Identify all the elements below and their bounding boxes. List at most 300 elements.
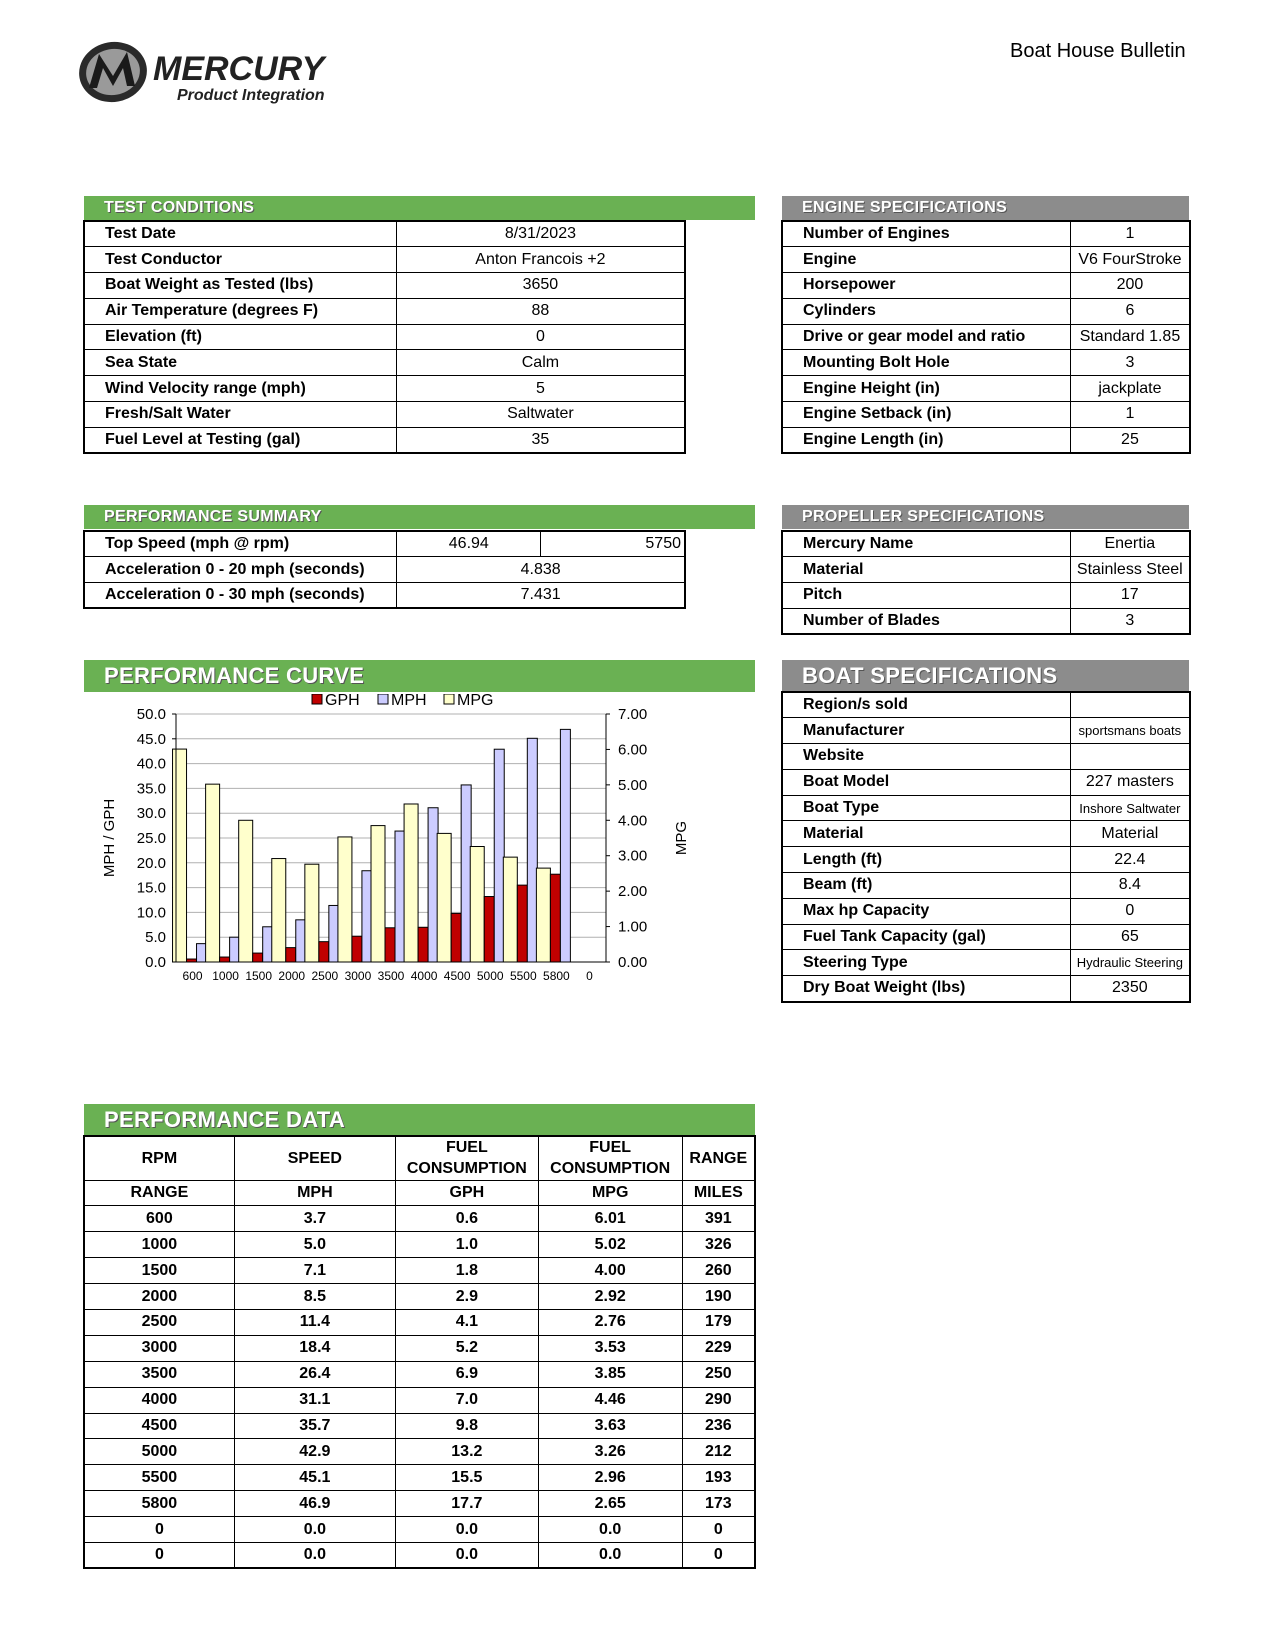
table-cell: 1.0 xyxy=(395,1232,538,1258)
mercury-logo-mark xyxy=(75,38,365,110)
spec-label: Material xyxy=(782,821,1070,847)
legend-swatch-gph xyxy=(312,694,322,704)
spec-value: 1 xyxy=(1070,221,1190,247)
table-cell: 3.26 xyxy=(538,1439,682,1465)
spec-label: Website xyxy=(782,744,1070,770)
table-cell: 4500 xyxy=(84,1413,234,1439)
y-tick-label: 0.0 xyxy=(145,954,166,971)
x-tick-label: 2500 xyxy=(311,969,339,983)
table-row xyxy=(84,1361,755,1387)
table-row xyxy=(84,1387,755,1413)
bar-gph xyxy=(352,936,362,962)
table-cell: 179 xyxy=(682,1309,755,1335)
column-header: RANGE xyxy=(682,1136,755,1180)
spec-value: Anton Francois +2 xyxy=(396,247,685,273)
bar-gph xyxy=(517,885,527,962)
spec-row xyxy=(84,221,685,247)
legend-swatch-mph xyxy=(378,694,388,704)
spec-row xyxy=(84,273,685,299)
spec-row xyxy=(84,427,685,453)
spec-label: Dry Boat Weight (lbs) xyxy=(782,976,1070,1002)
spec-label: Wind Velocity range (mph) xyxy=(84,376,396,402)
column-unit: GPH xyxy=(395,1180,538,1206)
bar-mph xyxy=(560,729,570,962)
column-header: FUEL CONSUMPTION xyxy=(395,1136,538,1180)
spec-value: 0 xyxy=(396,324,685,350)
table-cell: 1500 xyxy=(84,1258,234,1284)
table-cell: 2.65 xyxy=(538,1491,682,1517)
y2-tick-label: 4.00 xyxy=(618,812,648,830)
table-row xyxy=(84,1517,755,1543)
spec-label: Sea State xyxy=(84,350,396,376)
y-tick-label: 35.0 xyxy=(136,780,166,798)
spec-row xyxy=(84,376,685,402)
table-cell: 5800 xyxy=(84,1491,234,1517)
spec-label: Fuel Level at Testing (gal) xyxy=(84,427,396,453)
spec-value xyxy=(1070,692,1190,718)
x-tick-label: 2000 xyxy=(278,969,306,983)
x-tick-label: 5000 xyxy=(476,969,504,983)
bar-mpg xyxy=(536,868,550,962)
spec-value: 25 xyxy=(1070,427,1190,453)
column-header: RPM xyxy=(84,1136,234,1180)
spec-value: 65 xyxy=(1070,924,1190,950)
spec-value: 3 xyxy=(1070,350,1190,376)
performance-chart xyxy=(84,694,704,1039)
spec-label: Manufacturer xyxy=(782,718,1070,744)
bar-mph xyxy=(197,944,207,962)
bar-mph xyxy=(494,749,504,962)
spec-value: 35 xyxy=(396,427,685,453)
bar-mpg xyxy=(470,847,484,962)
y-tick-label: 45.0 xyxy=(136,730,166,748)
spec-label: Number of Engines xyxy=(782,221,1070,247)
table-row xyxy=(84,1258,755,1284)
spec-row xyxy=(782,795,1190,821)
table-cell: 0 xyxy=(84,1542,234,1568)
spec-row xyxy=(782,847,1190,873)
acc20-value: 4.838 xyxy=(397,557,685,583)
spec-row xyxy=(84,298,685,324)
y-tick-label: 25.0 xyxy=(136,830,166,847)
table-cell: 4.1 xyxy=(395,1309,538,1335)
table-unit-row xyxy=(84,1180,755,1206)
table-cell: 0.0 xyxy=(234,1517,395,1543)
acc30-value: 7.431 xyxy=(397,583,685,609)
spec-label: Engine Height (in) xyxy=(782,376,1070,402)
table-cell: 229 xyxy=(682,1335,755,1361)
spec-value: 3650 xyxy=(396,273,685,299)
bar-mph xyxy=(263,927,273,962)
spec-value: 8/31/2023 xyxy=(396,221,685,247)
spec-value: 5 xyxy=(396,376,685,402)
spec-row xyxy=(782,950,1190,976)
spec-row xyxy=(782,247,1190,273)
x-tick-label: 600 xyxy=(182,969,203,983)
spec-value: 6 xyxy=(1070,298,1190,324)
test-conditions-table xyxy=(83,220,686,454)
legend-label: MPG xyxy=(457,694,494,709)
spec-value: Inshore Saltwater xyxy=(1070,795,1190,821)
column-header: FUEL CONSUMPTION xyxy=(538,1136,682,1180)
spec-label: Number of Blades xyxy=(782,608,1070,634)
table-cell: 3000 xyxy=(84,1335,234,1361)
summary-row-top-speed xyxy=(84,531,685,557)
test-conditions-header: TEST CONDITIONS xyxy=(84,196,755,220)
spec-value: Enertia xyxy=(1070,531,1190,557)
spec-row xyxy=(782,608,1190,634)
top-speed-rpm: 5750 xyxy=(541,531,685,557)
table-cell: 0.0 xyxy=(538,1517,682,1543)
spec-row xyxy=(84,402,685,428)
spec-label: Elevation (ft) xyxy=(84,324,396,350)
table-row xyxy=(84,1465,755,1491)
spec-row xyxy=(84,247,685,273)
spec-label: Test Date xyxy=(84,221,396,247)
spec-row xyxy=(782,557,1190,583)
engine-specs-table xyxy=(781,220,1191,454)
table-cell: 212 xyxy=(682,1439,755,1465)
spec-label: Pitch xyxy=(782,583,1070,609)
spec-label: Fuel Tank Capacity (gal) xyxy=(782,924,1070,950)
table-cell: 0.0 xyxy=(234,1542,395,1568)
bar-mpg xyxy=(338,837,352,962)
table-row xyxy=(84,1335,755,1361)
table-cell: 2.9 xyxy=(395,1284,538,1310)
boat-specs-header: BOAT SPECIFICATIONS xyxy=(782,660,1189,692)
table-row xyxy=(84,1232,755,1258)
y2-tick-label: 7.00 xyxy=(618,706,648,723)
propeller-specs-table xyxy=(781,530,1191,635)
x-tick-label: 1500 xyxy=(245,969,273,983)
bulletin-title: Boat House Bulletin xyxy=(1010,40,1186,62)
y-axis-title: MPH / GPH xyxy=(101,798,118,878)
y-tick-label: 10.0 xyxy=(136,904,166,922)
table-cell: 2.76 xyxy=(538,1309,682,1335)
y2-tick-label: 1.00 xyxy=(618,918,648,936)
spec-value xyxy=(1070,744,1190,770)
table-cell: 6.9 xyxy=(395,1361,538,1387)
table-cell: 7.1 xyxy=(234,1258,395,1284)
spec-label: Engine Setback (in) xyxy=(782,402,1070,428)
table-cell: 0 xyxy=(84,1517,234,1543)
column-header: SPEED xyxy=(234,1136,395,1180)
x-tick-label: 5500 xyxy=(509,969,537,983)
mercury-logo xyxy=(75,38,365,110)
table-row xyxy=(84,1491,755,1517)
table-cell: 2500 xyxy=(84,1309,234,1335)
table-cell: 17.7 xyxy=(395,1491,538,1517)
table-cell: 15.5 xyxy=(395,1465,538,1491)
bar-gph xyxy=(286,948,296,962)
spec-value: 3 xyxy=(1070,608,1190,634)
spec-label: Steering Type xyxy=(782,950,1070,976)
table-cell: 0.0 xyxy=(395,1517,538,1543)
spec-value: Stainless Steel xyxy=(1070,557,1190,583)
spec-label: Mounting Bolt Hole xyxy=(782,350,1070,376)
spec-label: Engine xyxy=(782,247,1070,273)
x-tick-label: 3500 xyxy=(377,969,405,983)
table-cell: 5000 xyxy=(84,1439,234,1465)
top-speed-mph: 46.94 xyxy=(397,531,541,557)
column-unit: MPG xyxy=(538,1180,682,1206)
table-cell: 2.92 xyxy=(538,1284,682,1310)
y2-tick-label: 2.00 xyxy=(618,883,648,901)
brand-name: MERCURY xyxy=(153,50,325,88)
column-unit: RANGE xyxy=(84,1180,234,1206)
y-tick-label: 15.0 xyxy=(136,879,166,897)
bar-mpg xyxy=(305,864,319,962)
bar-mpg xyxy=(272,859,286,962)
spec-row xyxy=(782,873,1190,899)
table-cell: 1000 xyxy=(84,1232,234,1258)
table-row xyxy=(84,1284,755,1310)
spec-row xyxy=(782,427,1190,453)
table-cell: 260 xyxy=(682,1258,755,1284)
spec-row xyxy=(782,221,1190,247)
bar-mph xyxy=(362,871,372,962)
spec-label: Beam (ft) xyxy=(782,873,1070,899)
spec-row xyxy=(782,692,1190,718)
y2-axis-title: MPG xyxy=(673,820,690,856)
table-cell: 3500 xyxy=(84,1361,234,1387)
performance-summary-table xyxy=(83,530,686,609)
table-cell: 5500 xyxy=(84,1465,234,1491)
table-cell: 2000 xyxy=(84,1284,234,1310)
spec-row xyxy=(782,402,1190,428)
brand-subtitle: Product Integration xyxy=(177,87,325,104)
performance-summary-header: PERFORMANCE SUMMARY xyxy=(84,505,755,529)
bar-mpg xyxy=(173,749,187,962)
spec-row xyxy=(782,531,1190,557)
spec-label: Test Conductor xyxy=(84,247,396,273)
bar-gph xyxy=(484,897,494,962)
spec-label: Length (ft) xyxy=(782,847,1070,873)
spec-row xyxy=(782,376,1190,402)
table-cell: 18.4 xyxy=(234,1335,395,1361)
spec-label: Fresh/Salt Water xyxy=(84,402,396,428)
boat-specs-table xyxy=(781,691,1191,1003)
column-unit: MPH xyxy=(234,1180,395,1206)
table-cell: 8.5 xyxy=(234,1284,395,1310)
summary-label: Acceleration 0 - 20 mph (seconds) xyxy=(84,557,397,583)
table-cell: 193 xyxy=(682,1465,755,1491)
table-cell: 6.01 xyxy=(538,1206,682,1232)
performance-data-table xyxy=(83,1135,756,1569)
spec-row xyxy=(782,298,1190,324)
table-cell: 31.1 xyxy=(234,1387,395,1413)
spec-row xyxy=(84,324,685,350)
bar-mpg xyxy=(404,804,418,962)
legend-swatch-mpg xyxy=(444,694,454,704)
bar-gph xyxy=(550,874,560,962)
table-cell: 3.53 xyxy=(538,1335,682,1361)
spec-value: 22.4 xyxy=(1070,847,1190,873)
y2-tick-label: 3.00 xyxy=(618,847,648,865)
propeller-specs-header: PROPELLER SPECIFICATIONS xyxy=(782,505,1189,529)
x-tick-label: 5800 xyxy=(543,969,570,983)
spec-value: jackplate xyxy=(1070,376,1190,402)
table-cell: 45.1 xyxy=(234,1465,395,1491)
table-cell: 236 xyxy=(682,1413,755,1439)
table-cell: 3.63 xyxy=(538,1413,682,1439)
bar-mph xyxy=(461,785,471,962)
spec-label: Engine Length (in) xyxy=(782,427,1070,453)
engine-specs-header: ENGINE SPECIFICATIONS xyxy=(782,196,1189,220)
spec-label: Cylinders xyxy=(782,298,1070,324)
table-cell: 0 xyxy=(682,1542,755,1568)
table-cell: 46.9 xyxy=(234,1491,395,1517)
bar-mph xyxy=(395,831,405,962)
spec-label: Air Temperature (degrees F) xyxy=(84,298,396,324)
table-row xyxy=(84,1542,755,1568)
summary-row-acc30 xyxy=(84,583,685,609)
summary-label: Acceleration 0 - 30 mph (seconds) xyxy=(84,583,397,609)
spec-row xyxy=(782,718,1190,744)
spec-label: Boat Type xyxy=(782,795,1070,821)
spec-label: Boat Weight as Tested (lbs) xyxy=(84,273,396,299)
spec-value: 200 xyxy=(1070,273,1190,299)
table-row xyxy=(84,1309,755,1335)
x-tick-label: 3000 xyxy=(344,969,372,983)
table-cell: 9.8 xyxy=(395,1413,538,1439)
y-tick-label: 20.0 xyxy=(136,854,166,872)
table-cell: 326 xyxy=(682,1232,755,1258)
bar-mph xyxy=(230,937,240,962)
table-cell: 0.0 xyxy=(395,1542,538,1568)
spec-value: sportsmans boats xyxy=(1070,718,1190,744)
summary-label: Top Speed (mph @ rpm) xyxy=(84,531,397,557)
spec-label: Max hp Capacity xyxy=(782,898,1070,924)
table-cell: 26.4 xyxy=(234,1361,395,1387)
spec-value: Material xyxy=(1070,821,1190,847)
table-cell: 4000 xyxy=(84,1387,234,1413)
y2-tick-label: 6.00 xyxy=(618,741,648,759)
y-tick-label: 5.0 xyxy=(145,929,166,947)
table-cell: 600 xyxy=(84,1206,234,1232)
spec-row xyxy=(782,583,1190,609)
table-cell: 1.8 xyxy=(395,1258,538,1284)
bar-mph xyxy=(527,738,537,962)
spec-label: Drive or gear model and ratio xyxy=(782,324,1070,350)
y2-tick-label: 5.00 xyxy=(618,776,648,794)
table-cell: 5.02 xyxy=(538,1232,682,1258)
legend-label: GPH xyxy=(325,694,360,709)
bar-mph xyxy=(296,920,306,962)
spec-value: 8.4 xyxy=(1070,873,1190,899)
spec-label: Boat Model xyxy=(782,769,1070,795)
bar-mpg xyxy=(239,820,253,962)
spec-value: V6 FourStroke xyxy=(1070,247,1190,273)
spec-label: Horsepower xyxy=(782,273,1070,299)
bar-gph xyxy=(385,928,395,962)
table-cell: 5.2 xyxy=(395,1335,538,1361)
spec-value: 88 xyxy=(396,298,685,324)
table-cell: 7.0 xyxy=(395,1387,538,1413)
spec-label: Mercury Name xyxy=(782,531,1070,557)
spec-row xyxy=(782,924,1190,950)
table-cell: 4.46 xyxy=(538,1387,682,1413)
spec-value: 17 xyxy=(1070,583,1190,609)
bar-gph xyxy=(220,957,230,962)
spec-row xyxy=(782,744,1190,770)
table-row xyxy=(84,1206,755,1232)
summary-row-acc20 xyxy=(84,557,685,583)
performance-chart-svg xyxy=(84,694,704,1034)
table-cell: 4.00 xyxy=(538,1258,682,1284)
legend-label: MPH xyxy=(391,694,427,709)
spec-value: Saltwater xyxy=(396,402,685,428)
spec-row xyxy=(84,350,685,376)
x-tick-label: 4500 xyxy=(443,969,471,983)
table-cell: 290 xyxy=(682,1387,755,1413)
bar-mpg xyxy=(206,784,220,962)
table-cell: 2.96 xyxy=(538,1465,682,1491)
bar-gph xyxy=(451,913,461,962)
table-cell: 3.85 xyxy=(538,1361,682,1387)
table-row xyxy=(84,1439,755,1465)
table-cell: 13.2 xyxy=(395,1439,538,1465)
column-unit: MILES xyxy=(682,1180,755,1206)
y2-tick-label: 0.00 xyxy=(618,954,648,971)
spec-value: 2350 xyxy=(1070,976,1190,1002)
spec-value: 227 masters xyxy=(1070,769,1190,795)
spec-row xyxy=(782,898,1190,924)
table-cell: 3.7 xyxy=(234,1206,395,1232)
y-tick-label: 30.0 xyxy=(136,805,166,823)
y-tick-label: 40.0 xyxy=(136,755,166,773)
table-cell: 0.6 xyxy=(395,1206,538,1232)
performance-data-header: PERFORMANCE DATA xyxy=(84,1104,755,1136)
spec-row xyxy=(782,273,1190,299)
table-cell: 173 xyxy=(682,1491,755,1517)
spec-row xyxy=(782,769,1190,795)
x-tick-label: 1000 xyxy=(212,969,239,983)
spec-row xyxy=(782,821,1190,847)
table-header-row xyxy=(84,1136,755,1180)
table-cell: 11.4 xyxy=(234,1309,395,1335)
spec-value: Hydraulic Steering xyxy=(1070,950,1190,976)
table-row xyxy=(84,1413,755,1439)
spec-label: Region/s sold xyxy=(782,692,1070,718)
bar-mpg xyxy=(371,826,385,962)
table-cell: 42.9 xyxy=(234,1439,395,1465)
table-cell: 391 xyxy=(682,1206,755,1232)
bar-mpg xyxy=(503,857,517,962)
table-cell: 0 xyxy=(682,1517,755,1543)
bar-mph xyxy=(428,808,438,962)
y-tick-label: 50.0 xyxy=(136,706,166,723)
spec-value: 0 xyxy=(1070,898,1190,924)
bar-gph xyxy=(319,942,329,962)
spec-value: Calm xyxy=(396,350,685,376)
table-cell: 0.0 xyxy=(538,1542,682,1568)
table-cell: 5.0 xyxy=(234,1232,395,1258)
performance-curve-header: PERFORMANCE CURVE xyxy=(84,660,755,692)
table-cell: 250 xyxy=(682,1361,755,1387)
bar-mpg xyxy=(437,833,451,962)
bar-gph xyxy=(418,927,428,962)
x-tick-label: 4000 xyxy=(410,969,438,983)
bar-gph xyxy=(253,953,263,962)
spec-value: Standard 1.85 xyxy=(1070,324,1190,350)
spec-row xyxy=(782,350,1190,376)
bar-mph xyxy=(329,905,339,962)
table-cell: 190 xyxy=(682,1284,755,1310)
spec-row xyxy=(782,324,1190,350)
spec-label: Material xyxy=(782,557,1070,583)
x-tick-label: 0 xyxy=(586,969,593,983)
